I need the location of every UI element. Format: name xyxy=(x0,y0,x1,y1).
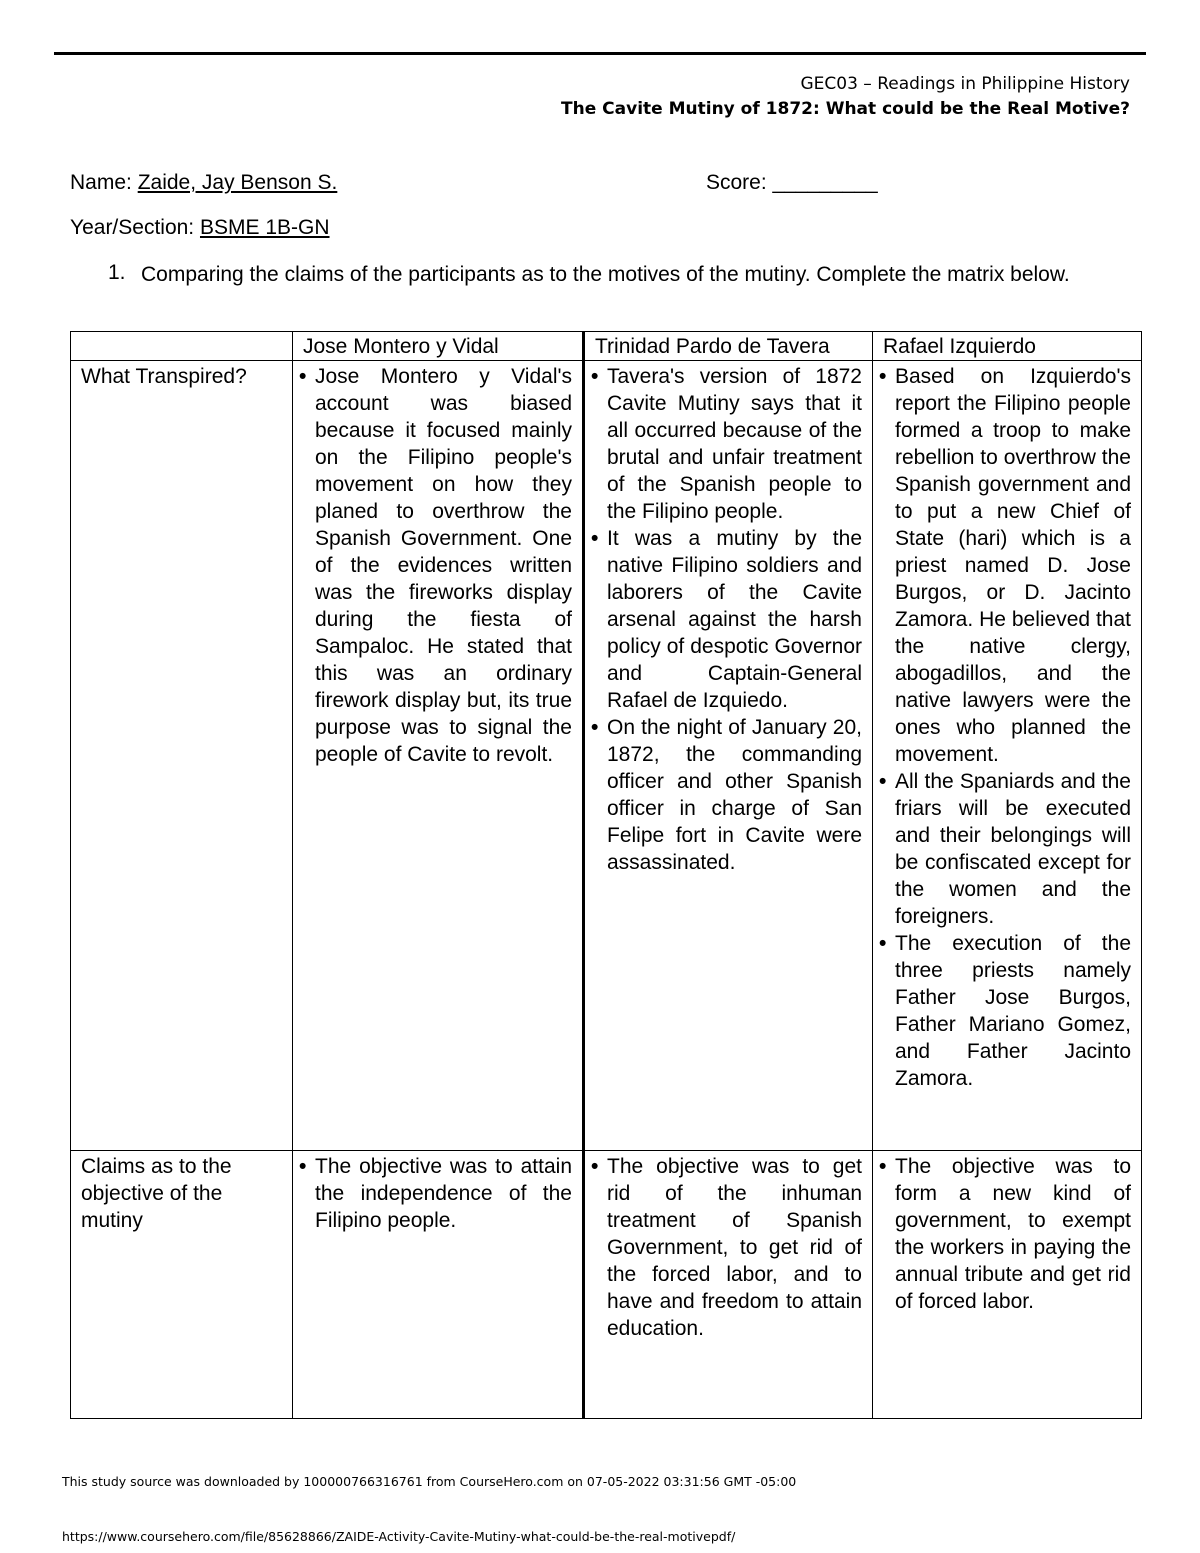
matrix-row-objective xyxy=(71,1151,1142,1419)
header-cell-montero: Jose Montero y Vidal xyxy=(293,332,584,361)
cell-tavera-objective xyxy=(584,1151,873,1419)
score-line: Score: _________ xyxy=(706,171,878,194)
download-note: This study source was downloaded by 100000766316761 from CourseHero.com on 07-05-2022 03:31:56 GMT -05:00 xyxy=(62,1474,797,1489)
bullet-item: • The objective was to attain the independence of the Filipino people. xyxy=(303,1153,572,1234)
row-label-transpired: What Transpired? xyxy=(71,361,293,1151)
bullet-item: • Jose Montero y Vidal's account was biased because it focused mainly on the Filipino people's movement on how they planed to overthrow the Spanish Government. One of the evidences written was the fireworks display during the fiesta of Sampaloc. He stated that this was an ordinary firework display but, its true purpose was to signal the people of Cavite to revolt. xyxy=(303,363,572,768)
document-title: The Cavite Mutiny of 1872: What could be the Real Motive? xyxy=(561,99,1130,119)
header-cell-empty xyxy=(71,332,293,361)
name-line xyxy=(70,171,337,195)
comparison-matrix xyxy=(70,331,1142,1419)
source-url[interactable]: https://www.coursehero.com/file/85628866/ZAIDE-Activity-Cavite-Mutiny-what-could-be-the-real-motivepdf/ xyxy=(62,1529,736,1544)
matrix-header-row xyxy=(71,332,1142,361)
cell-montero-objective xyxy=(293,1151,584,1419)
bullet-item: • Based on Izquierdo's report the Filipino people formed a troop to make rebellion to overthrow the Spanish government and to put a new Chief of State (hari) which is a priest named D. Jose Burgos, or D. Jacinto Zamora. He believed that the native clergy, abogadillos, and the native lawyers were the ones who planned the movement. xyxy=(883,363,1131,768)
name-label: Name: xyxy=(70,171,138,194)
cell-izquierdo-objective xyxy=(873,1151,1142,1419)
section-label: Year/Section: xyxy=(70,216,200,239)
bullet-item: • The execution of the three priests namely Father Jose Burgos, Father Mariano Gomez, and Father Jacinto Zamora. xyxy=(883,930,1131,1092)
name-value: Zaide, Jay Benson S. xyxy=(137,171,338,194)
bullet-item: • On the night of January 20, 1872, the commanding officer and other Spanish officer in charge of San Felipe fort in Cavite were assassinated. xyxy=(595,714,862,876)
top-rule xyxy=(54,52,1146,55)
header-cell-tavera: Trinidad Pardo de Tavera xyxy=(584,332,873,361)
cell-montero-transpired xyxy=(293,361,584,1151)
bullet-item: • The objective was to get rid of the inhuman treatment of Spanish Government, to get rid of the forced labor, and to have and freedom to attain education. xyxy=(595,1153,862,1342)
cell-tavera-transpired xyxy=(584,361,873,1151)
section-value: BSME 1B-GN xyxy=(199,216,330,239)
section-line xyxy=(70,216,330,240)
question-text: Comparing the claims of the participants as to the motives of the mutiny. Complete the matrix below. xyxy=(141,263,1070,286)
question-number: 1. xyxy=(108,261,126,284)
course-title: GEC03 – Readings in Philippine History xyxy=(800,74,1130,94)
bullet-item: • Tavera's version of 1872 Cavite Mutiny says that it all occurred because of the brutal and unfair treatment of the Spanish people to the Filipino people. xyxy=(595,363,862,525)
bullet-item: • All the Spaniards and the friars will be executed and their belongings will be confiscated except for the women and the foreigners. xyxy=(883,768,1131,930)
matrix-row-transpired xyxy=(71,361,1142,1151)
cell-izquierdo-transpired xyxy=(873,361,1142,1151)
header-cell-izquierdo: Rafael Izquierdo xyxy=(873,332,1142,361)
row-label-objective: Claims as to the objective of the mutiny xyxy=(71,1151,293,1419)
bullet-item: • The objective was to form a new kind of government, to exempt the workers in paying the annual tribute and get rid of forced labor. xyxy=(883,1153,1131,1315)
bullet-item: • It was a mutiny by the native Filipino soldiers and laborers of the Cavite arsenal against the harsh policy of despotic Governor and Captain-General Rafael de Izquiedo. xyxy=(595,525,862,714)
